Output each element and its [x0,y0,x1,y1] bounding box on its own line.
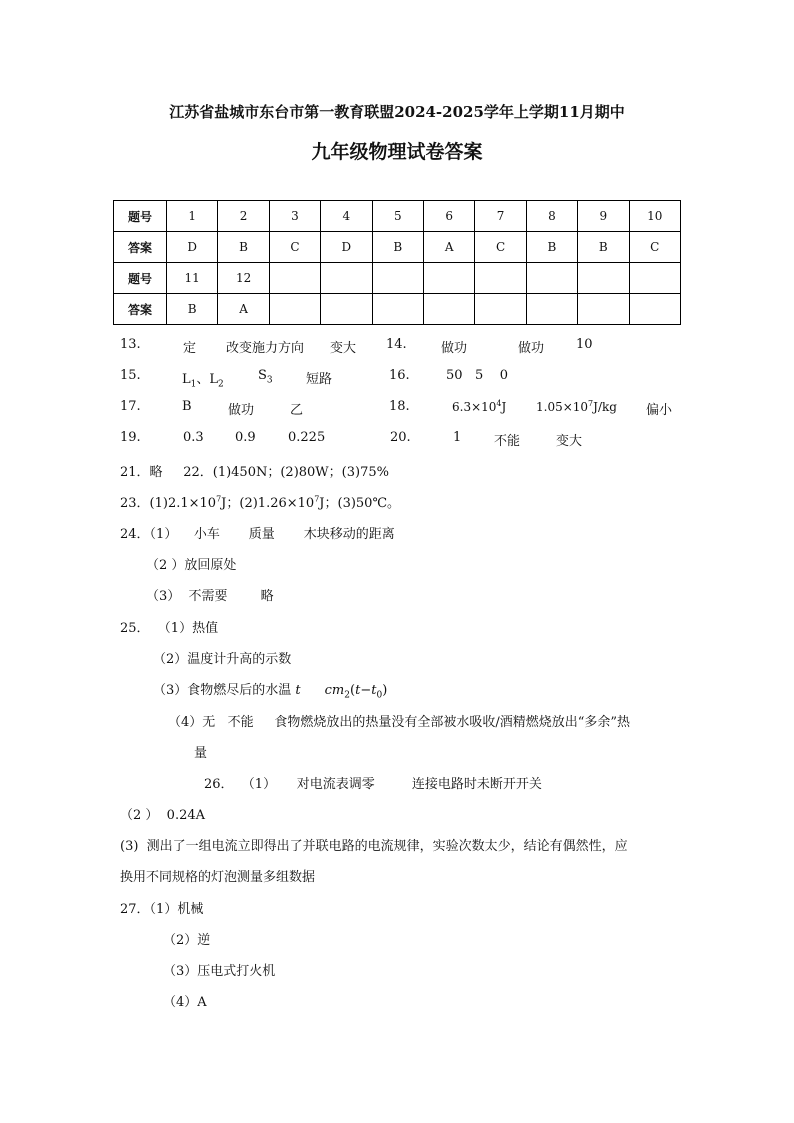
table-cell: A [423,232,474,263]
answer-13-blank-1: 定 [183,341,197,356]
answer-25-part-4: （4）无 不能 食物燃烧放出的热量没有全部被水吸收/酒精燃烧放出“多余”热 [168,715,631,730]
answer-15-number: 15. [120,368,141,383]
document-title-line2: 九年级物理试卷答案 [311,141,483,163]
table-cell [475,294,526,325]
table-cell [372,294,423,325]
answer-27-part-4: （4）A [163,995,207,1010]
answer-18-blank-1: $6.3\times 10^4J$ [452,399,507,414]
answer-24-part-2: （2 ）放回原处 [146,558,237,573]
table-cell: A [218,294,269,325]
answer-26-part-2: （2 ） 0.24A [120,808,206,823]
answer-23: 23．$(1)2.1\times 10^7J$；$(2)1.26\times 10^7J$；(3)50℃。 [120,494,400,511]
table-cell: 9 [578,201,629,232]
table-cell: C [629,232,680,263]
answer-27-part-1: 27．（1）机械 [120,902,204,917]
answer-15-blank-3: 短路 [306,372,333,387]
answer-16-blanks: 50 5 0 [446,368,509,383]
table-cell [475,263,526,294]
answer-17-blank-3: 乙 [290,403,304,418]
answer-26-part-1: 26． （1） 对电流表调零 连接电路时未断开开关 [204,777,542,792]
table-cell: 7 [475,201,526,232]
table-cell [629,294,680,325]
answer-26-part-3-continued: 换用不同规格的灯泡测量多组数据 [120,870,316,885]
answer-24-part-1: 24．（1） 小车 质量 木块移动的距离 [120,527,395,542]
table-cell: D [167,232,218,263]
table-cell: B [526,232,577,263]
answer-14-blank-2: 做功 [518,341,545,356]
answer-21-22: 21．略 22．(1)450N；(2)80W；(3)75% [120,465,389,480]
answer-14-blank-3: 10 [576,337,593,352]
answer-table [113,200,681,325]
answer-16-number: 16. [389,368,410,383]
table-cell [269,263,320,294]
table-cell: 11 [167,263,218,294]
answer-17-blank-1: B [182,399,192,414]
answer-20-blank-3: 变大 [556,434,583,449]
answer-13-blank-3: 变大 [330,341,357,356]
answer-24-part-3: （3） 不需要 略 [146,589,274,604]
answer-25-part-3: （3）食物燃尽后的水温 t $cm_2(t-t_0)$ [153,683,388,701]
table-cell [526,294,577,325]
table-cell: 10 [629,201,680,232]
answer-14-blank-1: 做功 [441,341,468,356]
table-cell: C [269,232,320,263]
answer-18-blank-2: $1.05\times 10^7J/kg$ [536,399,617,414]
table-cell: 8 [526,201,577,232]
table-row [114,232,681,263]
answer-18-blank-3: 偏小 [646,403,673,418]
table-cell [629,263,680,294]
answer-27-part-3: （3）压电式打火机 [163,964,276,979]
answer-25-part-2: （2）温度计升高的示数 [153,652,292,667]
table-row [114,294,681,325]
row-label: 题号 [114,201,167,232]
table-row [114,263,681,294]
document-title-line1: 江苏省盐城市东台市第一教育联盟2024-2025学年上学期11月期中 [169,103,625,121]
answer-25-part-4-continued: 量 [194,746,208,761]
answer-19-number: 19. [120,430,141,445]
table-cell: 3 [269,201,320,232]
answer-13-blank-2: 改变施力方向 [226,341,305,356]
answer-25-part-1: 25． （1）热值 [120,621,219,636]
answer-18-number: 18. [389,399,410,414]
answer-15-blank-1: $L_1$、$L_2$ [182,372,224,390]
table-cell: B [372,232,423,263]
table-cell: B [218,232,269,263]
answer-19-blank-2: 0.9 [235,430,256,445]
table-cell: D [321,232,372,263]
answer-17-number: 17. [120,399,141,414]
row-label: 答案 [114,232,167,263]
answer-19-blank-1: 0.3 [183,430,204,445]
table-cell: 2 [218,201,269,232]
table-cell [578,294,629,325]
answer-14-number: 14. [386,337,407,352]
table-cell [321,294,372,325]
answer-15-blank-2: $S_3$ [258,368,273,386]
answer-19-blank-3: 0.225 [288,430,326,445]
table-cell [578,263,629,294]
answer-20-blank-1: 1 [453,430,462,445]
answer-26-part-3: (3) 测出了一组电流立即得出了并联电路的电流规律，实验次数太少，结论有偶然性，应 [120,839,628,854]
table-cell: 1 [167,201,218,232]
answer-20-number: 20. [390,430,411,445]
row-label: 题号 [114,263,167,294]
table-cell: 12 [218,263,269,294]
table-cell: 6 [423,201,474,232]
table-cell: C [475,232,526,263]
table-cell: 5 [372,201,423,232]
table-cell [269,294,320,325]
answer-20-blank-2: 不能 [494,434,521,449]
table-cell [423,263,474,294]
table-cell [321,263,372,294]
table-cell: 4 [321,201,372,232]
table-row [114,201,681,232]
table-cell [372,263,423,294]
table-cell: B [167,294,218,325]
answer-27-part-2: （2）逆 [163,933,211,948]
table-cell [526,263,577,294]
table-cell [423,294,474,325]
row-label: 答案 [114,294,167,325]
answer-17-blank-2: 做功 [228,403,255,418]
table-cell: B [578,232,629,263]
answer-13-number: 13. [120,337,141,352]
